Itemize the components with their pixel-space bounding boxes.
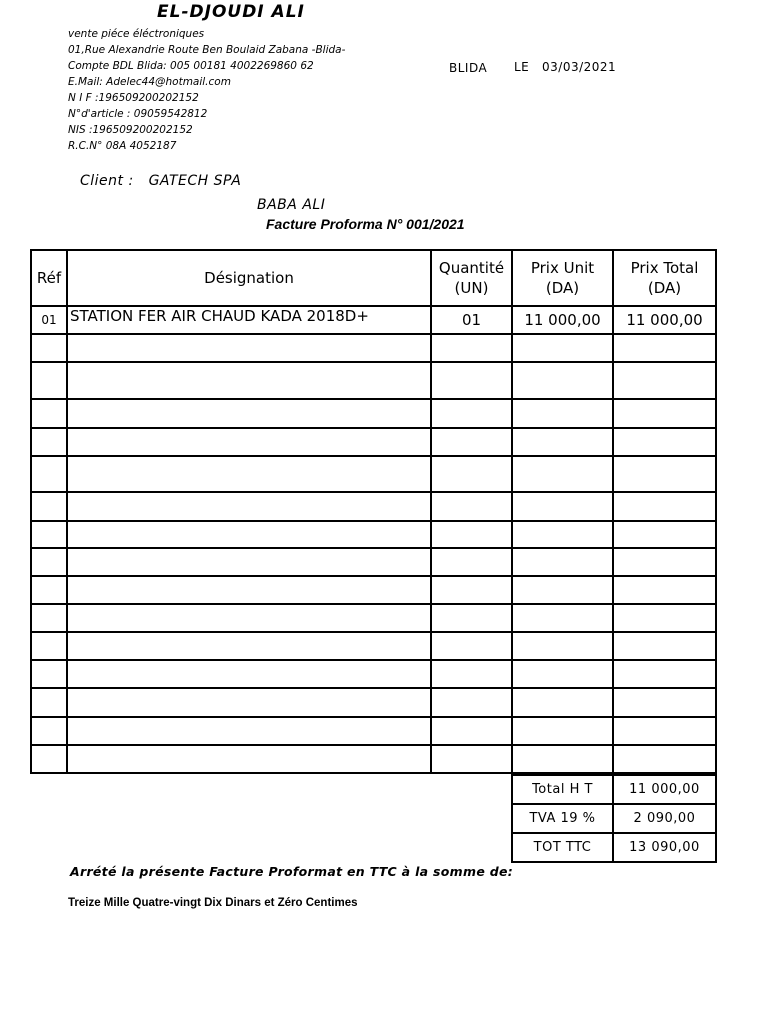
- empty-cell: [512, 548, 613, 576]
- empty-cell: [431, 576, 512, 604]
- empty-cell: [67, 632, 431, 660]
- company-article-number: N°d'article : 09059542812: [68, 108, 208, 120]
- empty-cell: [613, 334, 716, 362]
- empty-cell: [67, 604, 431, 632]
- empty-cell: [613, 745, 716, 773]
- empty-cell: [431, 688, 512, 717]
- empty-cell: [431, 660, 512, 688]
- empty-cell: [613, 428, 716, 456]
- empty-cell: [613, 521, 716, 548]
- empty-cell: [67, 688, 431, 717]
- company-bank-account: Compte BDL Blida: 005 00181 4002269860 62: [68, 60, 314, 72]
- empty-cell: [613, 688, 716, 717]
- empty-cell: [67, 399, 431, 428]
- total-ht-row: [512, 775, 716, 804]
- company-email: E.Mail: Adelec44@hotmail.com: [68, 76, 231, 88]
- empty-cell: [67, 660, 431, 688]
- total-ht-label: Total H T: [512, 775, 613, 804]
- empty-cell: [512, 660, 613, 688]
- empty-cell: [613, 632, 716, 660]
- table-header-row: [31, 250, 716, 306]
- empty-table-row: [31, 745, 716, 773]
- ttc-value: 13 090,00: [613, 833, 716, 862]
- row-designation: STATION FER AIR CHAUD KADA 2018D+: [67, 306, 431, 334]
- row-unit-price: 11 000,00: [512, 306, 613, 334]
- empty-cell: [431, 632, 512, 660]
- empty-table-row: [31, 334, 716, 362]
- empty-cell: [67, 334, 431, 362]
- empty-cell: [67, 456, 431, 492]
- empty-cell: [67, 362, 431, 399]
- header-total-price: [613, 250, 716, 306]
- empty-cell: [31, 492, 67, 521]
- empty-cell: [431, 548, 512, 576]
- empty-cell: [431, 428, 512, 456]
- invoice-date-prefix: LE: [514, 60, 530, 74]
- header-quantity-line1: Quantité: [438, 259, 505, 277]
- empty-cell: [512, 688, 613, 717]
- invoice-date: 03/03/2021: [542, 60, 617, 74]
- empty-cell: [67, 576, 431, 604]
- empty-cell: [31, 660, 67, 688]
- empty-table-row: [31, 660, 716, 688]
- empty-cell: [512, 492, 613, 521]
- empty-cell: [512, 334, 613, 362]
- empty-cell: [67, 717, 431, 745]
- empty-cell: [431, 492, 512, 521]
- row-quantity: 01: [431, 306, 512, 334]
- empty-table-row: [31, 576, 716, 604]
- empty-cell: [613, 456, 716, 492]
- amount-in-words: Treize Mille Quatre-vingt Dix Dinars et Zéro Centimes: [68, 897, 358, 909]
- header-quantity-line2: (UN): [454, 279, 489, 297]
- empty-cell: [31, 632, 67, 660]
- empty-table-row: [31, 521, 716, 548]
- empty-cell: [31, 521, 67, 548]
- row-total-price: 11 000,00: [613, 306, 716, 334]
- items-table: [30, 249, 717, 774]
- empty-cell: [431, 521, 512, 548]
- empty-cell: [613, 604, 716, 632]
- client-line: [80, 173, 241, 189]
- empty-cell: [613, 492, 716, 521]
- empty-cell: [613, 548, 716, 576]
- company-nis: NIS :196509200202152: [68, 124, 193, 136]
- ttc-label: TOT TTC: [512, 833, 613, 862]
- empty-cell: [431, 717, 512, 745]
- totals-table: [511, 774, 717, 863]
- header-total-price-line2: (DA): [647, 279, 682, 297]
- header-unit-price: [512, 250, 613, 306]
- empty-cell: [31, 456, 67, 492]
- empty-table-row: [31, 632, 716, 660]
- empty-table-row: [31, 362, 716, 399]
- amount-statement: Arrété la présente Facture Proformat en TTC à la somme de:: [70, 864, 514, 879]
- empty-cell: [613, 660, 716, 688]
- empty-cell: [512, 456, 613, 492]
- header-unit-price-line1: Prix Unit: [530, 259, 595, 277]
- header-ref: Réf: [31, 250, 67, 306]
- empty-cell: [31, 717, 67, 745]
- empty-table-row: [31, 492, 716, 521]
- empty-cell: [31, 362, 67, 399]
- empty-cell: [512, 717, 613, 745]
- empty-table-row: [31, 548, 716, 576]
- company-address: 01,Rue Alexandrie Route Ben Boulaid Zabana -Blida-: [68, 44, 346, 56]
- client-name: GATECH SPA: [148, 173, 242, 189]
- empty-cell: [613, 576, 716, 604]
- empty-cell: [31, 604, 67, 632]
- client-contact: BABA ALI: [257, 197, 326, 213]
- client-label: Client :: [80, 173, 134, 189]
- empty-cell: [67, 745, 431, 773]
- empty-table-row: [31, 456, 716, 492]
- empty-cell: [31, 688, 67, 717]
- empty-cell: [431, 604, 512, 632]
- empty-cell: [613, 399, 716, 428]
- document-title: Facture Proforma N° 001/2021: [266, 216, 465, 232]
- empty-cell: [67, 521, 431, 548]
- empty-cell: [512, 428, 613, 456]
- empty-cell: [31, 399, 67, 428]
- empty-cell: [431, 399, 512, 428]
- company-rc-number: R.C.N° 08A 4052187: [68, 140, 177, 152]
- empty-table-row: [31, 399, 716, 428]
- header-designation: Désignation: [67, 250, 431, 306]
- empty-cell: [31, 576, 67, 604]
- empty-table-row: [31, 688, 716, 717]
- total-ht-value: 11 000,00: [613, 775, 716, 804]
- empty-cell: [512, 521, 613, 548]
- empty-cell: [31, 548, 67, 576]
- empty-cell: [512, 745, 613, 773]
- empty-cell: [613, 717, 716, 745]
- empty-cell: [67, 492, 431, 521]
- empty-table-row: [31, 717, 716, 745]
- empty-cell: [431, 362, 512, 399]
- company-activity: vente piéce éléctroniques: [68, 28, 205, 40]
- empty-cell: [31, 334, 67, 362]
- company-nif: N I F :196509200202152: [68, 92, 199, 104]
- header-quantity: [431, 250, 512, 306]
- invoice-city: BLIDA: [449, 61, 488, 75]
- empty-cell: [512, 399, 613, 428]
- ttc-row: [512, 833, 716, 862]
- tva-row: [512, 804, 716, 833]
- header-unit-price-line2: (DA): [545, 279, 580, 297]
- tva-value: 2 090,00: [613, 804, 716, 833]
- tva-label: TVA 19 %: [512, 804, 613, 833]
- empty-cell: [512, 604, 613, 632]
- empty-table-row: [31, 604, 716, 632]
- empty-cell: [512, 632, 613, 660]
- company-name: EL-DJOUDI ALI: [157, 2, 305, 22]
- empty-cell: [512, 576, 613, 604]
- empty-table-row: [31, 428, 716, 456]
- empty-cell: [67, 548, 431, 576]
- empty-cell: [431, 456, 512, 492]
- empty-cell: [431, 745, 512, 773]
- empty-cell: [31, 745, 67, 773]
- empty-cell: [67, 428, 431, 456]
- empty-cell: [431, 334, 512, 362]
- row-ref: 01: [31, 306, 67, 334]
- header-total-price-line1: Prix Total: [630, 259, 699, 277]
- empty-cell: [512, 362, 613, 399]
- empty-cell: [31, 428, 67, 456]
- empty-cell: [613, 362, 716, 399]
- table-row: [31, 306, 716, 334]
